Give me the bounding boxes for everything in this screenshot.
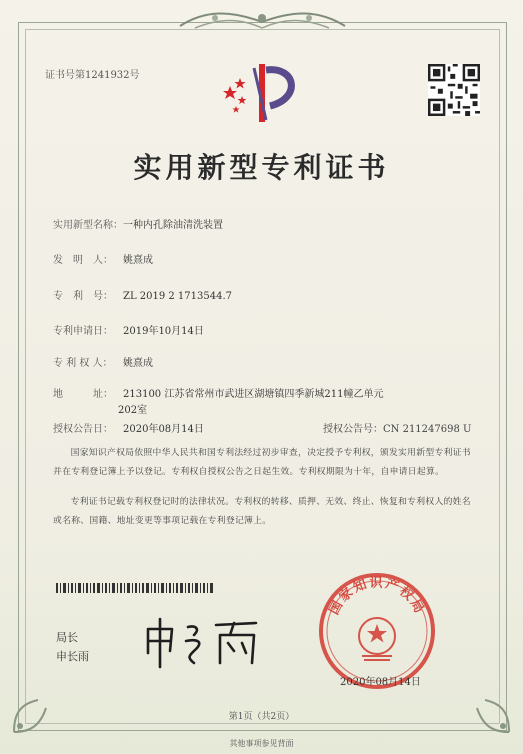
top-ornament-icon (175, 8, 350, 34)
announcement-number (323, 420, 471, 435)
announcement-label: 授权公告号： (323, 424, 383, 435)
page-number: 第1页（共2页） (228, 712, 295, 722)
qr-code-icon (428, 64, 480, 116)
model-name-value: 一种内孔除油清洗装置 (123, 220, 223, 231)
field-model-name (53, 216, 223, 231)
field-grant-date (53, 420, 472, 435)
filing-date-label: 专利申请日： (53, 326, 113, 337)
filing-date-value: 2019年10月14日 (123, 326, 204, 337)
address-label: 地 址： (53, 389, 113, 400)
inventor-value: 姚熹成 (123, 255, 153, 266)
address-value: 213100 江苏省常州市武进区湖塘镇四季新城211幢乙单元 (123, 389, 384, 400)
director-name: 申长雨 (56, 650, 89, 663)
patent-number-label: 专 利 号： (53, 291, 113, 302)
patent-number-value: ZL 2019 2 1713544.7 (123, 291, 233, 302)
field-patent-number (53, 287, 232, 302)
patentee-label: 专 利 权 人： (53, 358, 113, 369)
cnipa-logo-icon (218, 56, 308, 128)
grant-date-label: 授权公告日： (53, 424, 113, 435)
director-title: 局长 (56, 631, 78, 644)
barcode-icon (56, 583, 214, 593)
field-address (53, 385, 383, 400)
certificate-title: 实用新型专利证书 (133, 151, 390, 184)
legal-status-paragraph: 专利证书记载专利权登记时的法律状况。专利权的转移、质押、无效、终止、恢复和专利权人的姓名或名称、国籍、地址变更等事项记载在专利登记簿上。 (53, 497, 471, 526)
director-signature-icon (138, 613, 268, 671)
announcement-value: CN 211247698 U (383, 424, 472, 435)
field-patentee (53, 354, 153, 369)
grant-statement-paragraph: 国家知识产权局依照中华人民共和国专利法经过初步审查，决定授予专利权，颁发实用新型专利证书并在专利登记簿上予以登记。专利权自授权公告之日起生效。专利权期限为十年，自申请日起算。 (53, 448, 471, 477)
seal-date: 2020年08月14日 (340, 677, 421, 688)
model-name-label: 实用新型名称： (53, 220, 123, 231)
field-inventor (53, 251, 153, 266)
inventor-label: 发 明 人： (53, 255, 113, 266)
certificate-number: 证书号第1241932号 (45, 70, 140, 81)
field-filing-date (53, 322, 204, 337)
footer-note: 其他事项参见背面 (229, 739, 294, 748)
patentee-value: 姚熹成 (123, 358, 153, 369)
grant-date-value: 2020年08月14日 (123, 424, 204, 435)
address-line2: 202室 (118, 405, 148, 416)
svg-text:国家知识产权局: 国家知识产权局 (326, 575, 428, 618)
